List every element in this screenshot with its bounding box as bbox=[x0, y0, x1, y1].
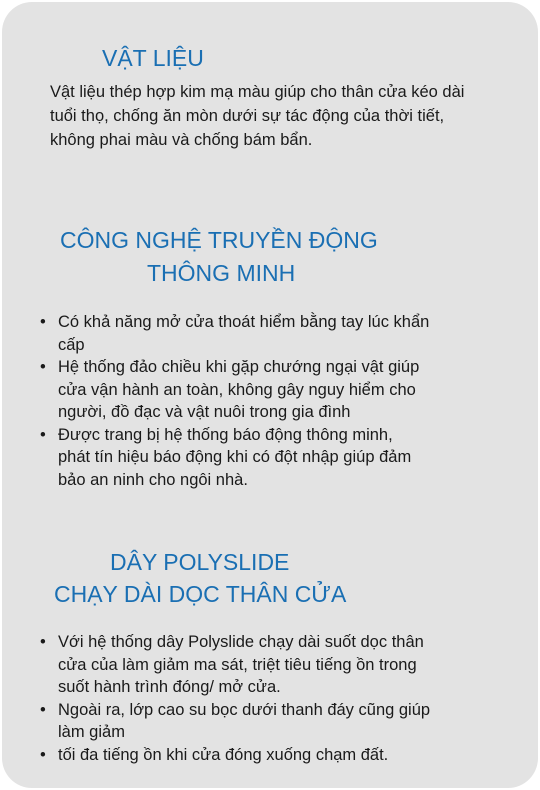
bullet-line: tối đa tiếng ồn khi cửa đóng xuống chạm đất. bbox=[58, 745, 389, 764]
bullet-line: cửa vận hành an toàn, không gây nguy hiểm cho bbox=[58, 380, 416, 399]
section-title-polyslide-line2: CHẠY DÀI DỌC THÂN CỬA bbox=[54, 581, 347, 607]
material-line: không phai màu và chống bám bẩn. bbox=[50, 131, 313, 149]
bullet-item bbox=[38, 699, 430, 744]
bullet-dot-icon: • bbox=[40, 313, 46, 331]
bullet-line: Được trang bị hệ thống báo động thông minh, bbox=[58, 425, 393, 444]
material-line: Vật liệu thép hợp kim mạ màu giúp cho thân cửa kéo dài bbox=[50, 83, 465, 101]
polyslide-bullet-list bbox=[38, 631, 430, 766]
bullet-line: Có khả năng mở cửa thoát hiểm bằng tay lúc khẩn bbox=[58, 313, 430, 331]
section-title-smart-drive-line1: CÔNG NGHỆ TRUYỀN ĐỘNG bbox=[60, 227, 378, 253]
bullet-line: bảo an ninh cho ngôi nhà. bbox=[58, 470, 248, 489]
bullet-line: phát tín hiệu báo động khi có đột nhập giúp đảm bbox=[58, 448, 412, 466]
bullet-item bbox=[38, 424, 429, 492]
bullet-line: Ngoài ra, lớp cao su bọc dưới thanh đáy cũng giúp bbox=[58, 700, 431, 719]
bullet-item bbox=[38, 631, 430, 699]
material-paragraph bbox=[50, 80, 512, 152]
bullet-item bbox=[38, 311, 429, 356]
bullet-dot-icon: • bbox=[40, 358, 46, 376]
bullet-line: suốt hành trình đóng/ mở cửa. bbox=[58, 678, 281, 696]
bullet-dot-icon: • bbox=[40, 700, 46, 719]
smart-drive-bullet-list bbox=[38, 311, 429, 491]
section-title-polyslide-line1: DÂY POLYSLIDE bbox=[110, 549, 290, 575]
bullet-line: cấp bbox=[58, 335, 85, 354]
material-line: tuổi thọ, chống ăn mòn dưới sự tác động của thời tiết, bbox=[50, 107, 445, 125]
bullet-line: cửa của làm giảm ma sát, triệt tiêu tiếng ồn trong bbox=[58, 655, 417, 674]
section-title-smart-drive-line2: THÔNG MINH bbox=[147, 260, 296, 286]
bullet-line: người, đồ đạc và vật nuôi trong gia đình bbox=[58, 403, 351, 421]
bullet-dot-icon: • bbox=[40, 425, 46, 444]
bullet-dot-icon: • bbox=[40, 633, 46, 651]
section-title-material: VẬT LIỆU bbox=[102, 45, 204, 71]
bullet-line: làm giảm bbox=[58, 723, 125, 741]
bullet-item bbox=[38, 356, 429, 424]
bullet-item bbox=[38, 744, 430, 767]
bullet-line: Với hệ thống dây Polyslide chạy dài suốt dọc thân bbox=[58, 633, 424, 651]
bullet-line: Hệ thống đảo chiều khi gặp chướng ngại vật giúp bbox=[58, 358, 420, 376]
info-card bbox=[2, 2, 538, 788]
bullet-dot-icon: • bbox=[40, 745, 46, 764]
